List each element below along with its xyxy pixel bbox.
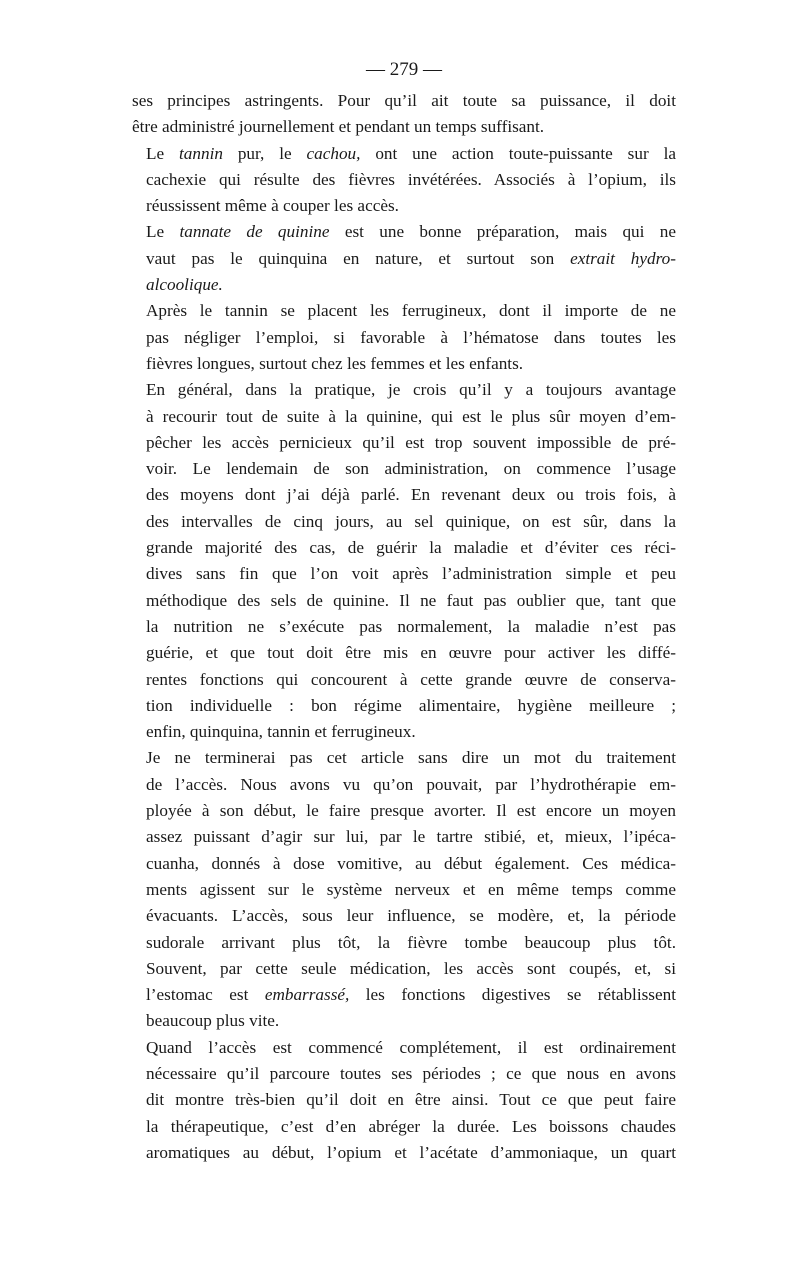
text-run: rentes fonctions qui concourent à cette grande œuvre de conserva- (146, 669, 676, 689)
text-run: des moyens dont j’ai déjà parlé. En revenant deux ou trois fois, à (146, 485, 676, 505)
text-line (132, 404, 676, 430)
text-line (132, 482, 676, 508)
text-run: pêcher les accès pernicieux qu’il est trop souvent impossible de pré- (146, 432, 676, 452)
text-run: pas négliger l’emploi, si favorable à l’hématose dans toutes les (146, 327, 676, 347)
text-line (132, 1008, 676, 1034)
text-run: dives sans fin que l’on voit après l’administration simple et peu (146, 564, 676, 584)
text-line (132, 351, 676, 377)
text-run: être administré journellement et pendant un temps suffisant. (132, 117, 545, 137)
text-run: les fonctions digestives se rétablissent (349, 985, 676, 1005)
text-run: Le (146, 222, 180, 242)
text-run: beaucoup plus vite. (146, 1011, 280, 1031)
text-run: méthodique des sels de quinine. Il ne faut pas oublier que, tant que (146, 590, 676, 610)
paragraph (132, 219, 676, 298)
text-line (132, 772, 676, 798)
text-run: dit montre très-bien qu’il doit en être ainsi. Tout ce que peut faire (146, 1090, 676, 1110)
text-line (132, 640, 676, 666)
text-run: de l’accès. Nous avons vu qu’on pouvait, par l’hydrothérapie em- (146, 774, 676, 794)
text-line (132, 535, 676, 561)
text-line (132, 509, 676, 535)
text-line (132, 588, 676, 614)
italic-text: tannate de quinine (179, 222, 330, 242)
text-run: à recourir tout de suite à la quinine, qui est le plus sûr moyen d’em- (146, 406, 676, 426)
text-run: ses principes astringents. Pour qu’il ait toute sa puissance, il doit (132, 91, 676, 110)
text-line (132, 430, 676, 456)
text-run: ments agissent sur le système nerveux et en même temps comme (146, 879, 676, 899)
italic-text: extrait hydro- (570, 248, 676, 268)
text-line (132, 1140, 676, 1166)
text-run: Quand l’accès est commencé complétement, il est ordinairement (146, 1037, 676, 1057)
text-line (132, 903, 676, 929)
text-line (132, 377, 676, 403)
text-line (132, 930, 676, 956)
text-run: réussissent même à couper les accès. (146, 196, 399, 216)
text-run: ployée à son début, le faire presque avorter. Il est encore un moyen (146, 801, 676, 821)
text-line (132, 114, 676, 140)
text-line (132, 982, 676, 1008)
text-run: est une bonne préparation, mais qui ne (329, 222, 676, 242)
text-line (132, 614, 676, 640)
text-line (132, 1087, 676, 1113)
text-line (132, 956, 676, 982)
text-run: cachexie qui résulte des fièvres invétérées. Associés à l’opium, ils (146, 169, 676, 189)
text-line (132, 325, 676, 351)
text-line (132, 272, 676, 298)
text-run: nécessaire qu’il parcoure toutes ses périodes ; ce que nous en avons (146, 1063, 676, 1083)
text-run: assez puissant d’agir sur lui, par le tartre stibié, et, mieux, l’ipéca- (146, 827, 676, 847)
paragraph (132, 1035, 676, 1166)
text-line (132, 693, 676, 719)
italic-text: tannin (179, 143, 223, 163)
book-page (132, 56, 676, 1166)
text-run: guérie, et que tout doit être mis en œuvre pour activer les diffé- (146, 643, 676, 663)
text-run: Le (146, 143, 180, 163)
text-run: grande majorité des cas, de guérir la maladie et d’éviter ces réci- (146, 538, 676, 558)
text-line (132, 246, 676, 272)
text-line (132, 824, 676, 850)
italic-text: cachou, (306, 143, 361, 163)
text-line (132, 298, 676, 324)
text-run: la nutrition ne s’exécute pas normalement, la maladie n’est pas (146, 616, 676, 636)
text-line (132, 219, 676, 245)
text-line (132, 88, 676, 114)
text-line (132, 167, 676, 193)
text-line (132, 877, 676, 903)
text-line (132, 667, 676, 693)
text-run: la thérapeutique, c’est d’en abréger la durée. Les boissons chaudes (146, 1116, 676, 1136)
text-run: sudorale arrivant plus tôt, la fièvre tombe beaucoup plus tôt. (146, 932, 676, 952)
text-run: cuanha, donnés à dose vomitive, au début également. Ces médica- (146, 853, 676, 873)
page-number: — 279 — (366, 59, 442, 80)
italic-text: embarrassé, (264, 985, 350, 1005)
text-run: En général, dans la pratique, je crois qu’il y a toujours avantage (146, 380, 676, 400)
paragraph (132, 745, 676, 1034)
paragraph (132, 377, 676, 745)
text-run: aromatiques au début, l’opium et l’acétate d’ammoniaque, un quart (146, 1142, 676, 1162)
text-line (132, 193, 676, 219)
body-text (132, 88, 676, 1166)
text-line (132, 719, 676, 745)
text-run: Souvent, par cette seule médication, les accès sont coupés, et, si (146, 958, 676, 978)
paragraph (132, 88, 676, 141)
italic-text: alcoolique. (146, 275, 223, 295)
text-run: évacuants. L’accès, sous leur influence, se modère, et, la période (146, 906, 676, 926)
text-line (132, 798, 676, 824)
text-line (132, 851, 676, 877)
text-run: voir. Le lendemain de son administration, on commence l’usage (146, 459, 676, 479)
text-line (132, 745, 676, 771)
paragraph (132, 141, 676, 220)
text-run: fièvres longues, surtout chez les femmes et les enfants. (146, 353, 524, 373)
text-line (132, 561, 676, 587)
text-line (132, 141, 676, 167)
text-run: pur, le (222, 143, 307, 163)
text-run: l’estomac est (146, 985, 265, 1005)
text-line (132, 456, 676, 482)
text-run: Après le tannin se placent les ferrugineux, dont il importe de ne (146, 301, 676, 321)
text-line (132, 1114, 676, 1140)
text-run: tion individuelle : bon régime alimentaire, hygiène meilleure ; (146, 695, 676, 715)
text-run: ont une action toute-puissante sur la (360, 143, 676, 163)
text-run: des intervalles de cinq jours, au sel quinique, on est sûr, dans la (146, 511, 676, 531)
text-run: Je ne terminerai pas cet article sans dire un mot du traitement (146, 748, 676, 768)
text-line (132, 1061, 676, 1087)
text-line (132, 1035, 676, 1061)
text-run: enfin, quinquina, tannin et ferrugineux. (146, 722, 416, 742)
text-run: vaut pas le quinquina en nature, et surtout son (146, 248, 571, 268)
paragraph (132, 298, 676, 377)
